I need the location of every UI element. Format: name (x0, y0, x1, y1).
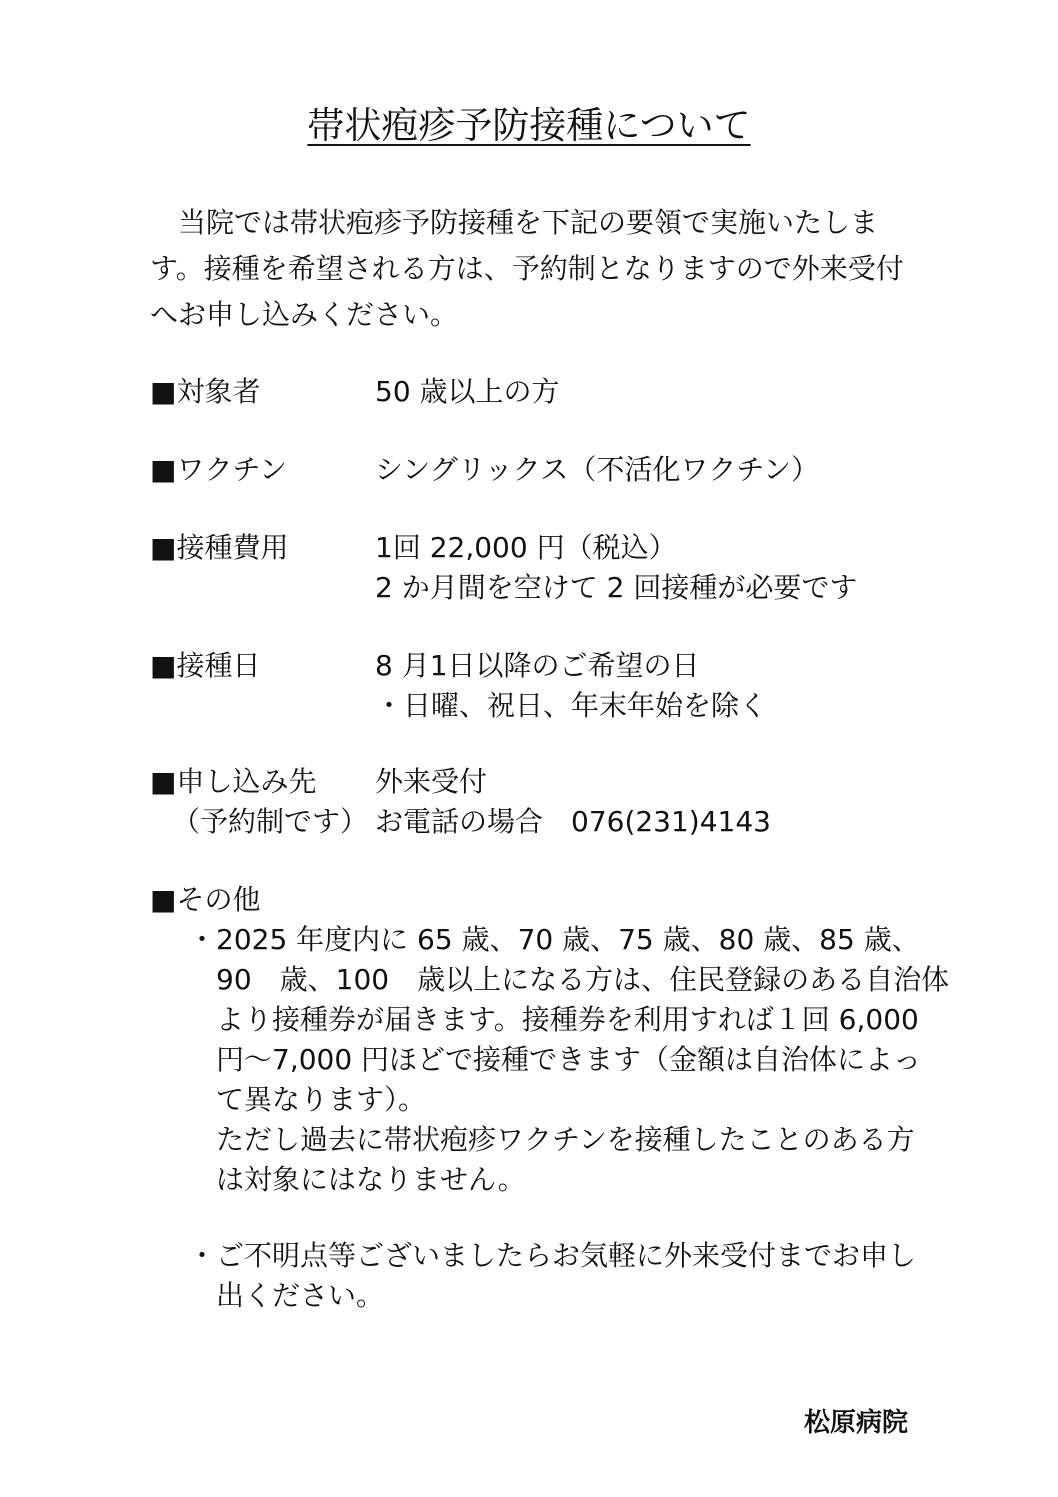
bullet-line: ・2025 年度内に 65 歳、70 歳、75 歳、80 歳、85 歳、 (188, 923, 920, 956)
other-heading: ■その他 (150, 883, 261, 916)
page-title (0, 104, 1058, 148)
cost-label: ■接種費用 (150, 531, 289, 564)
date-value-line1: 8 月1日以降のご希望の日 (375, 649, 700, 682)
intro-paragraph (150, 200, 920, 338)
apply-sublabel: （予約制です） (172, 805, 369, 838)
intro-line: す。接種を希望される方は、予約制となりますので外来受付 (150, 252, 904, 285)
vaccine-value: シングリックス（不活化ワクチン） (375, 453, 819, 486)
cost-value-line1: 1回 22,000 円（税込） (375, 531, 677, 564)
bullet-line: て異なります）。 (188, 1083, 427, 1116)
date-value-line2: ・日曜、祝日、年末年始を除く (375, 689, 768, 722)
other-bullet-contact (188, 1236, 928, 1316)
bullet-line: ・ご不明点等ございましたらお気軽に外来受付までお申し (188, 1239, 917, 1272)
apply-value-line2: お電話の場合 076(231)4143 (375, 805, 771, 838)
bullet-line: 90 歳、100 歳以上になる方は、住民登録のある自治体 (188, 963, 950, 996)
hospital-signature: 松原病院 (803, 1408, 908, 1438)
apply-value-line1: 外来受付 (375, 765, 488, 798)
other-bullet-vouchers (188, 920, 950, 1200)
apply-label: ■申し込み先 (150, 765, 317, 798)
date-label: ■接種日 (150, 649, 261, 682)
page-title-text: 帯状疱疹予防接種について (307, 104, 751, 147)
intro-line: 当院では帯状疱疹予防接種を下記の要領で実施いたしま (150, 206, 879, 239)
bullet-line: 円～7,000 円ほどで接種できます（金額は自治体によっ (188, 1043, 922, 1076)
bullet-line: より接種券が届きます。接種券を利用すれば１回 6,000 (188, 1003, 919, 1036)
intro-line: へお申し込みください。 (150, 298, 459, 331)
target-value: 50 歳以上の方 (375, 375, 560, 408)
cost-value-line2: 2 か月間を空けて 2 回接種が必要です (375, 571, 858, 604)
vaccine-label: ■ワクチン (150, 453, 288, 486)
bullet-line: 出ください。 (188, 1279, 385, 1312)
target-label: ■対象者 (150, 375, 261, 408)
bullet-line: ただし過去に帯状疱疹ワクチンを接種したことのある方 (188, 1123, 915, 1156)
bullet-line: は対象にはなりません。 (188, 1163, 526, 1196)
